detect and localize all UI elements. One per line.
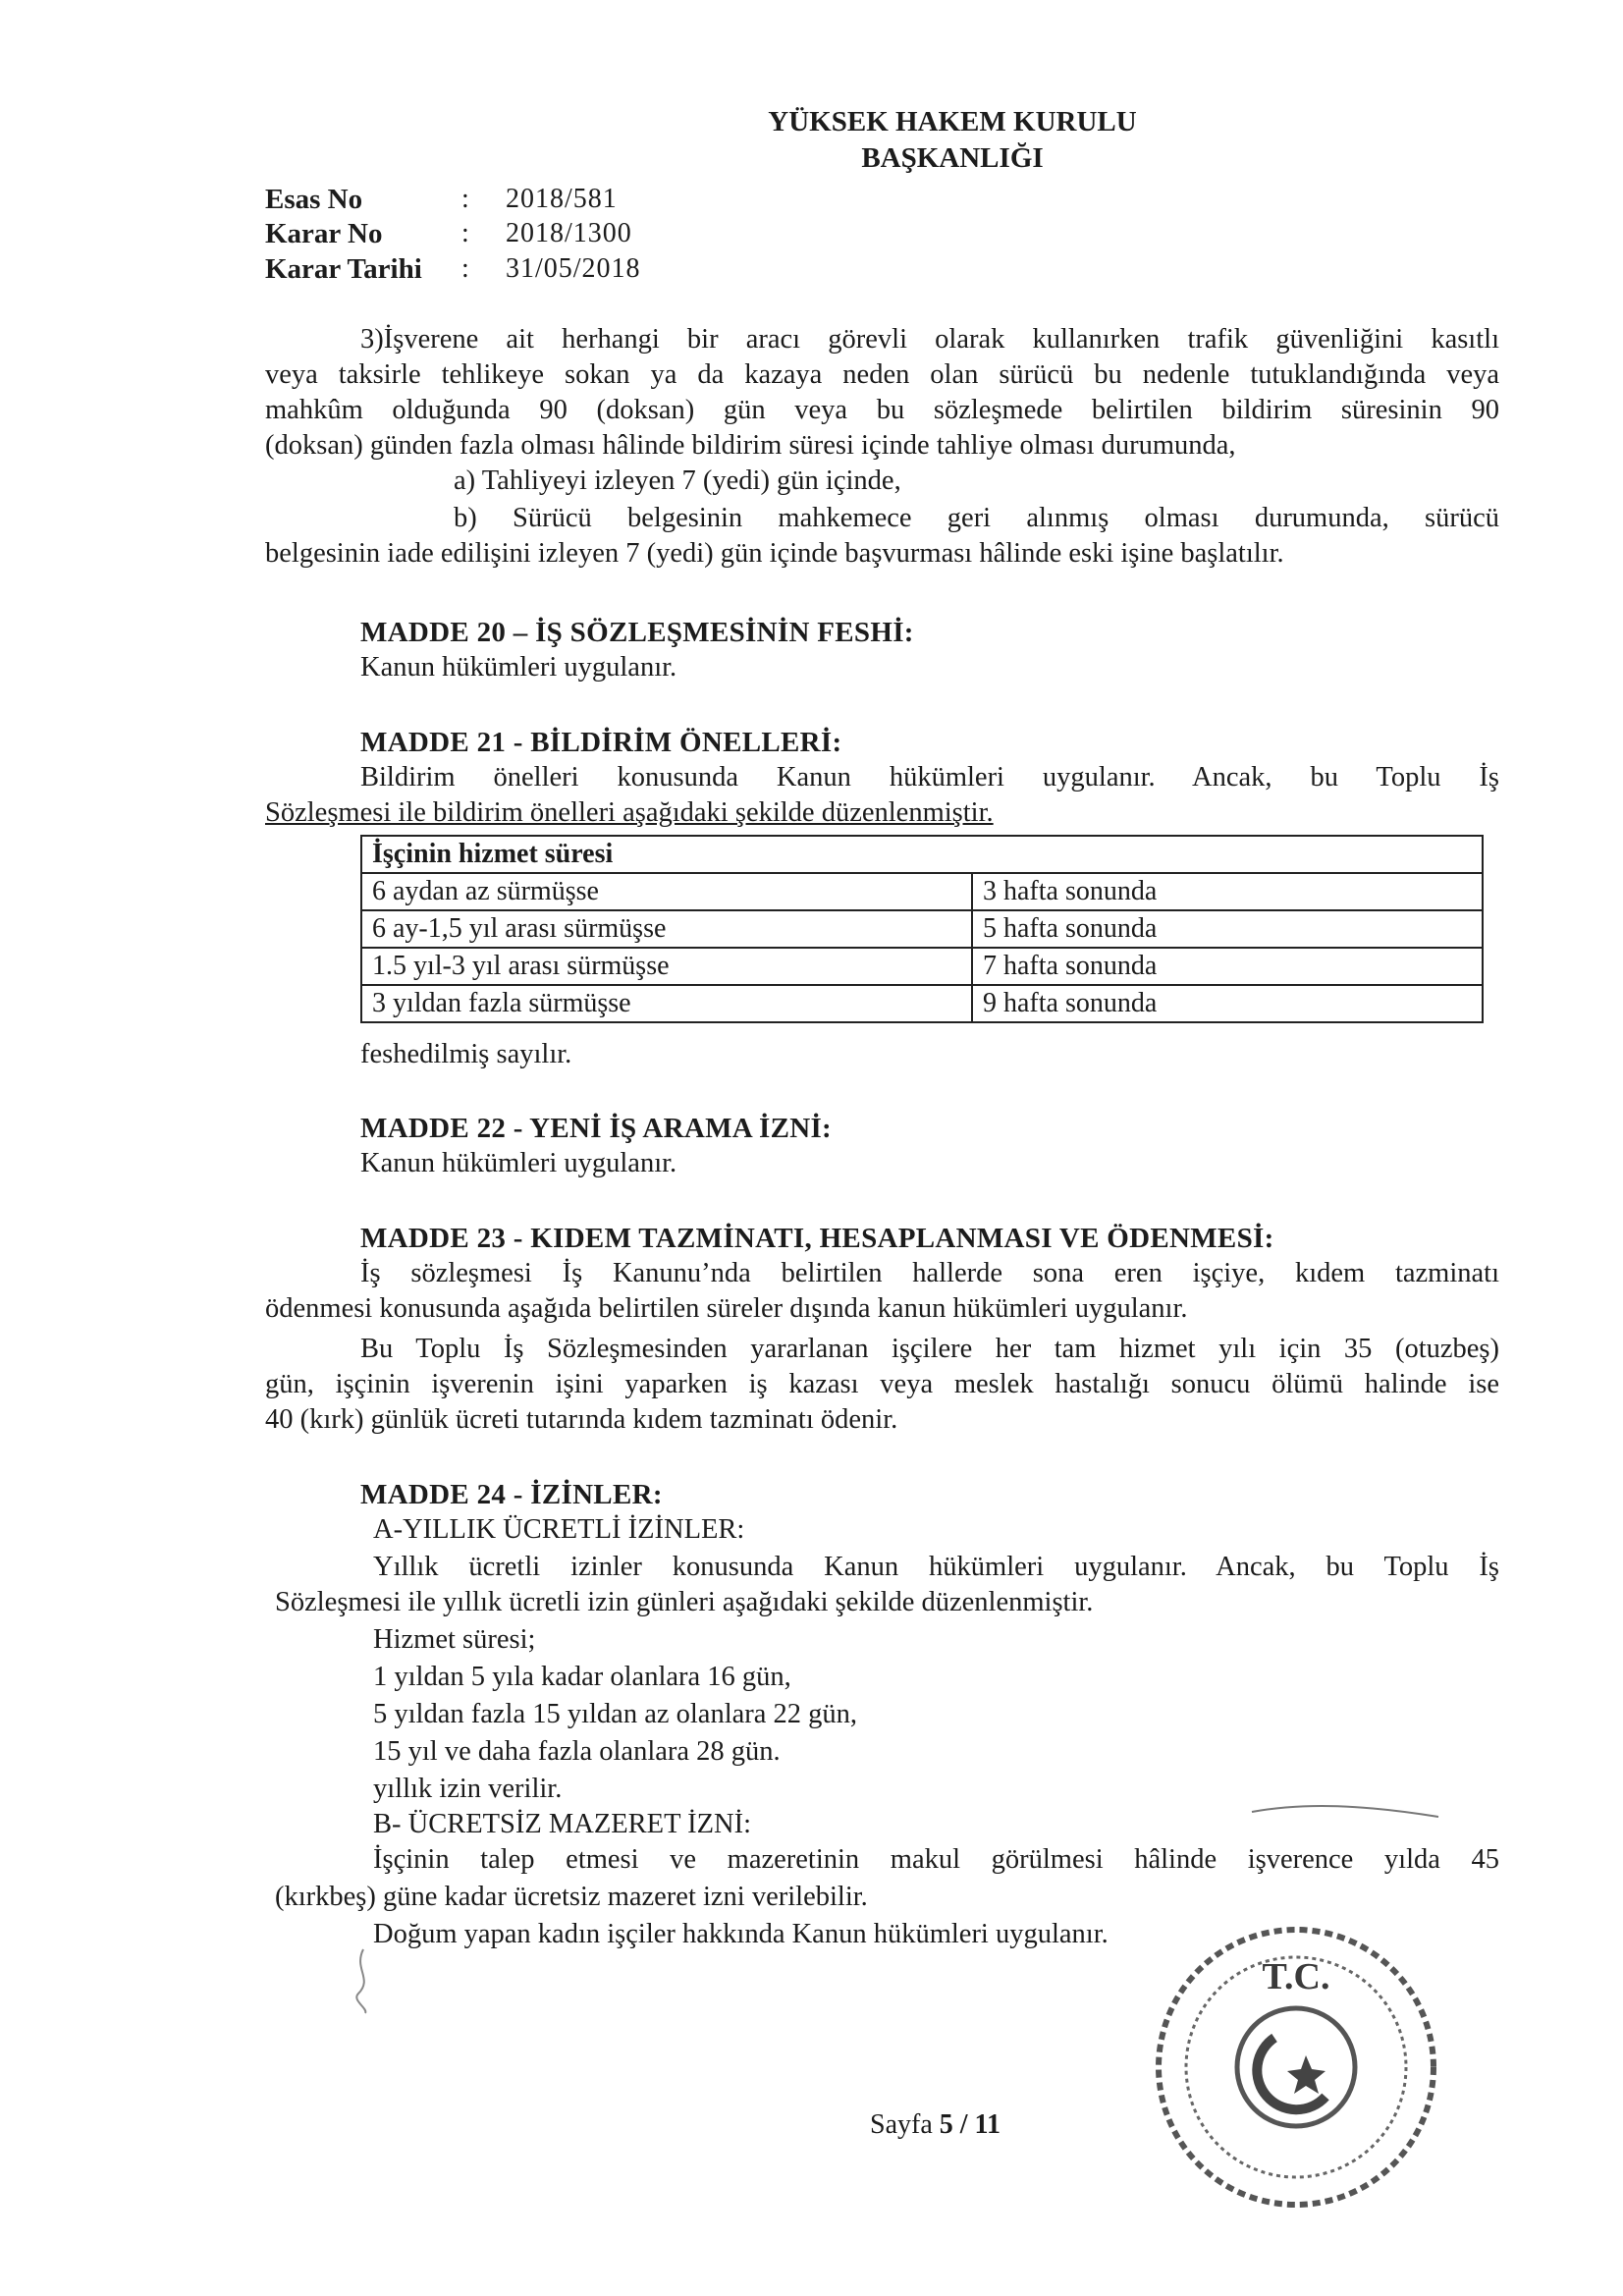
institution-name: YÜKSEK HAKEM KURULU xyxy=(768,106,1137,137)
karar-tarihi-label: Karar Tarihi xyxy=(265,253,422,285)
page-number xyxy=(870,2109,1001,2141)
table-row xyxy=(361,873,1483,910)
notice-cell: 7 hafta sonunda xyxy=(972,948,1483,985)
paragraph-line: 3)İşverene ait herhangi bir aracı görevli olarak kullanırken trafik güvenliğini kasıtlı xyxy=(360,324,1499,355)
madde-21-after: feshedilmiş sayılır. xyxy=(360,1039,572,1069)
esas-no-value: 2018/581 xyxy=(506,184,618,214)
paragraph-item-a: a) Tahliyeyi izleyen 7 (yedi) gün içinde, xyxy=(454,465,901,496)
duration-cell: 6 aydan az sürmüşse xyxy=(361,873,972,910)
notice-cell: 5 hafta sonunda xyxy=(972,910,1483,948)
duration-cell: 3 yıldan fazla sürmüşse xyxy=(361,985,972,1022)
madde-22-heading: MADDE 22 - YENİ İŞ ARAMA İZNİ: xyxy=(360,1113,833,1144)
madde-23-line: ödenmesi konusunda aşağıda belirtilen süreler dışında kanun hükümleri uygulanır. xyxy=(265,1293,1188,1324)
karar-tarihi-sep: : xyxy=(461,253,470,284)
page-current: 5 xyxy=(939,2109,953,2140)
table-header-row xyxy=(361,836,1483,873)
madde-20-heading: MADDE 20 – İŞ SÖZLEŞMESİNİN FESHİ: xyxy=(360,617,914,648)
paragraph-line: veya taksirle tehlikeye sokan ya da kazaya neden olan sürücü bu nedenle tutuklandığında veya xyxy=(265,359,1499,390)
leave-rule: yıllık izin verilir. xyxy=(373,1774,563,1804)
pen-stroke xyxy=(1247,1797,1443,1827)
madde-24-line: Doğum yapan kadın işçiler hakkında Kanun hükümleri uygulanır. xyxy=(373,1919,1109,1949)
madde-23-line: gün, işçinin işverenin işini yaparken iş kazası veya meslek hastalığı sonucu ölümü halinde ise xyxy=(265,1369,1499,1399)
official-stamp-icon xyxy=(1149,1920,1443,2214)
madde-21-heading: MADDE 21 - BİLDİRİM ÖNELLERİ: xyxy=(360,727,842,758)
madde-23-line: 40 (kırk) günlük ücreti tutarında kıdem tazminatı ödenir. xyxy=(265,1404,898,1435)
table-header-cell: İşçinin hizmet süresi xyxy=(361,836,1483,873)
madde-21-line: Bildirim önelleri konusunda Kanun hükümleri uygulanır. Ancak, bu Toplu İş xyxy=(360,762,1499,793)
duration-cell: 1.5 yıl-3 yıl arası sürmüşse xyxy=(361,948,972,985)
table-row xyxy=(361,948,1483,985)
karar-tarihi-value: 31/05/2018 xyxy=(506,253,641,284)
esas-no-sep: : xyxy=(461,184,470,214)
leave-rule: 5 yıldan fazla 15 yıldan az olanlara 22 gün, xyxy=(373,1699,858,1729)
duration-cell: 6 ay-1,5 yıl arası sürmüşse xyxy=(361,910,972,948)
paragraph-line: belgesinin iade edilişini izleyen 7 (yedi) gün içinde başvurması hâlinde eski işine başlatılır. xyxy=(265,538,1284,569)
table-row xyxy=(361,985,1483,1022)
page-prefix: Sayfa xyxy=(870,2109,940,2140)
madde-24-line: (kırkbeş) güne kadar ücretsiz mazeret izni verilebilir. xyxy=(275,1882,868,1912)
madde-24-line: Yıllık ücretli izinler konusunda Kanun hükümleri uygulanır. Ancak, bu Toplu İş xyxy=(373,1552,1499,1582)
madde-20-text: Kanun hükümleri uygulanır. xyxy=(360,652,677,683)
leave-rule: 1 yıldan 5 yıla kadar olanlara 16 gün, xyxy=(373,1662,791,1692)
table-row xyxy=(361,910,1483,948)
karar-no-value: 2018/1300 xyxy=(506,218,632,248)
paraph-mark xyxy=(344,1940,403,2018)
madde-21-line: Sözleşmesi ile bildirim önelleri aşağıdaki şekilde düzenlenmiştir. xyxy=(265,797,994,828)
madde-24-a-title: A-YILLIK ÜCRETLİ İZİNLER: xyxy=(373,1514,745,1545)
karar-no-label: Karar No xyxy=(265,218,383,249)
notice-period-table xyxy=(360,835,1484,1023)
madde-24-line: Sözleşmesi ile yıllık ücretli izin günleri aşağıdaki şekilde düzenlenmiştir. xyxy=(275,1587,1094,1617)
madde-24-heading: MADDE 24 - İZİNLER: xyxy=(360,1479,663,1510)
madde-23-heading: MADDE 23 - KIDEM TAZMİNATI, HESAPLANMASI VE ÖDENMESİ: xyxy=(360,1223,1274,1254)
karar-no-sep: : xyxy=(461,218,470,248)
leave-rule: 15 yıl ve daha fazla olanlara 28 gün. xyxy=(373,1736,781,1767)
esas-no-label: Esas No xyxy=(265,184,363,215)
institution-subtitle: BAŞKANLIĞI xyxy=(861,142,1044,174)
service-duration-label: Hizmet süresi; xyxy=(373,1624,536,1655)
paragraph-line: mahkûm olduğunda 90 (doksan) gün veya bu sözleşmede belirtilen bildirim süresinin 90 xyxy=(265,395,1499,425)
paragraph-item-b: b) Sürücü belgesinin mahkemece geri alınmış olması durumunda, sürücü xyxy=(454,503,1499,533)
notice-cell: 3 hafta sonunda xyxy=(972,873,1483,910)
madde-23-line: İş sözleşmesi İş Kanunu’nda belirtilen hallerde sona eren işçiye, kıdem tazminatı xyxy=(360,1258,1499,1288)
paragraph-line: (doksan) günden fazla olması hâlinde bildirim süresi içinde tahliye olması durumunda, xyxy=(265,430,1236,461)
madde-24-line: İşçinin talep etmesi ve mazeretinin makul görülmesi hâlinde işverence yılda 45 xyxy=(373,1844,1499,1875)
madde-24-b-title: B- ÜCRETSİZ MAZERET İZNİ: xyxy=(373,1809,751,1839)
stamp-text: T.C. xyxy=(1262,1956,1330,1997)
page-total: 11 xyxy=(974,2109,1001,2140)
madde-23-line: Bu Toplu İş Sözleşmesinden yararlanan işçilere her tam hizmet yılı için 35 (otuzbeş) xyxy=(360,1334,1499,1364)
notice-cell: 9 hafta sonunda xyxy=(972,985,1483,1022)
page-sep: / xyxy=(952,2109,975,2140)
madde-22-text: Kanun hükümleri uygulanır. xyxy=(360,1148,677,1178)
